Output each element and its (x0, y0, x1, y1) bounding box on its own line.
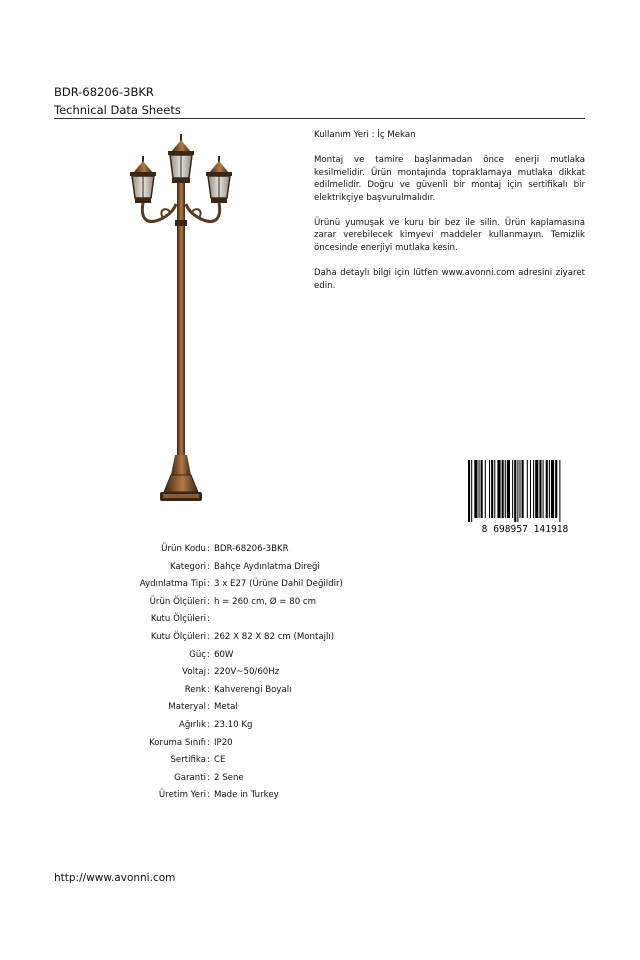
spec-label: Garanti (174, 772, 206, 783)
spec-value: 262 X 82 X 82 cm (Montajlı) (214, 632, 335, 642)
spec-value: BDR-68206-3BKR (214, 544, 289, 554)
barcode-bar (519, 460, 520, 518)
barcode-bar (527, 460, 528, 518)
barcode-digits: 8 698957 141918 (481, 524, 569, 534)
barcode-bar (481, 460, 483, 518)
spec-row (0, 579, 640, 593)
spec-row (0, 544, 640, 558)
spec-label: Sertifika (170, 755, 206, 766)
spec-value: CE (214, 755, 226, 766)
spec-label: Güç (189, 649, 206, 660)
spec-value: Made in Turkey (214, 790, 279, 801)
barcode-bar (468, 460, 470, 522)
spec-separator: : (207, 720, 210, 730)
spec-value: IP20 (214, 737, 233, 748)
spec-separator: : (207, 561, 210, 572)
barcode-bar (517, 460, 518, 522)
spec-row (0, 614, 640, 628)
barcode-bar (474, 460, 477, 518)
spec-separator: : (207, 614, 210, 625)
header-divider (54, 118, 585, 119)
spec-separator: : (207, 632, 210, 642)
barcode-bar (530, 460, 531, 518)
barcode-bar (546, 460, 548, 518)
spec-label: Ürün Kodu (161, 544, 206, 554)
barcode-bar (559, 460, 560, 522)
spec-label: Üretim Yeri (158, 790, 206, 801)
spec-value: Bahçe Aydınlatma Direği (214, 561, 320, 572)
spec-row (0, 702, 640, 716)
spec-value: Metal (214, 702, 238, 713)
barcode-bar (539, 460, 541, 518)
spec-separator: : (207, 702, 210, 713)
spec-value: Kahverengi Boyalı (214, 684, 292, 695)
safety-paragraph: Montaj ve tamire başlanmadan önce enerji mutlaka kesilmelidir. Ürün montajında topraklamaya mutlaka dikkat edilmelidir. Doğru ve güvenli bir montaj için sertifikalı bir elektrikçiye başvurulmalıdır. (314, 154, 585, 203)
barcode-bar (514, 460, 516, 522)
barcode-bar (551, 460, 554, 518)
barcode-bar (491, 460, 493, 518)
footer-website-link[interactable]: http://www.avonni.com (54, 872, 176, 884)
barcode-bar (555, 460, 557, 518)
spec-label: Koruma Sınıfı (149, 737, 206, 748)
spec-row (0, 667, 640, 681)
barcode-bar (543, 460, 544, 518)
spec-label: Ağırlık (178, 720, 206, 730)
barcode-bar (502, 460, 504, 518)
left-lantern (130, 156, 156, 203)
spec-row (0, 755, 640, 769)
document-subtitle: Technical Data Sheets (54, 103, 181, 117)
barcode-bars (468, 460, 560, 522)
spec-value: 3 x E27 (Ürüne Dahil Değildir) (214, 579, 343, 590)
spec-value: 220V~50/60Hz (214, 667, 280, 678)
barcode-bar (494, 460, 495, 518)
barcode-bar (535, 460, 538, 518)
spec-label: Kutu Ölçüleri (150, 632, 206, 642)
spec-label: Voltaj (182, 667, 206, 678)
spec-row (0, 562, 640, 576)
spec-label: Materyal (168, 702, 206, 713)
product-info (314, 129, 585, 305)
barcode-bar (489, 460, 490, 518)
barcode-bar (485, 460, 486, 518)
spec-separator: : (207, 790, 210, 801)
spec-separator: : (207, 684, 210, 695)
spec-label: Aydınlatma Tipi (139, 579, 206, 590)
website-paragraph: Daha detaylı bilgi için lütfen www.avonni.com adresini ziyaret edin. (314, 267, 585, 291)
spec-row (0, 790, 640, 804)
spec-separator: : (207, 755, 210, 766)
spec-label: Ürün Ölçüleri (149, 596, 206, 607)
spec-row (0, 738, 640, 752)
product-image (118, 130, 248, 510)
spec-separator: : (207, 667, 210, 678)
spec-row (0, 632, 640, 646)
barcode-bar (507, 460, 510, 518)
spec-separator: : (207, 737, 210, 748)
barcode-bar (549, 460, 550, 518)
spec-separator: : (207, 596, 210, 607)
right-lantern (206, 156, 232, 203)
spec-value: 60W (214, 649, 234, 660)
barcode-bar (512, 460, 513, 518)
barcode-bar (497, 460, 500, 518)
lamp-base (160, 455, 202, 501)
spec-value: h = 260 cm, Ø = 80 cm (214, 596, 316, 607)
spec-row (0, 650, 640, 664)
spec-separator: : (207, 579, 210, 590)
barcode-bar (533, 460, 534, 518)
barcode-bar (522, 460, 524, 518)
barcode-bar (471, 460, 472, 522)
center-lantern (168, 134, 194, 183)
spec-row (0, 720, 640, 734)
spec-row (0, 773, 640, 787)
spec-value: 23.10 Kg (214, 720, 253, 730)
spec-separator: : (207, 772, 210, 783)
spec-label: Kategori (169, 561, 206, 572)
usage-location: Kullanım Yeri : İç Mekan (314, 130, 416, 140)
barcode (464, 458, 586, 534)
cleaning-paragraph: Ürünü yumuşak ve kuru bir bez ile silin. Ürün kaplamasına zarar verebilecek kimyevi maddeler kullanmayın. Temizlik öncesinde enerjiyi mutlaka kesin. (314, 217, 585, 253)
barcode-bar (479, 460, 480, 518)
spec-separator: : (207, 544, 210, 554)
spec-value: 2 Sene (214, 772, 244, 783)
spec-row (0, 685, 640, 699)
spec-label: Renk (184, 684, 206, 695)
spec-label: Kutu Ölçüleri (150, 614, 206, 625)
barcode-bar (505, 460, 506, 518)
spec-separator: : (207, 649, 210, 660)
spec-row (0, 597, 640, 611)
product-code-heading: BDR-68206-3BKR (54, 85, 154, 99)
